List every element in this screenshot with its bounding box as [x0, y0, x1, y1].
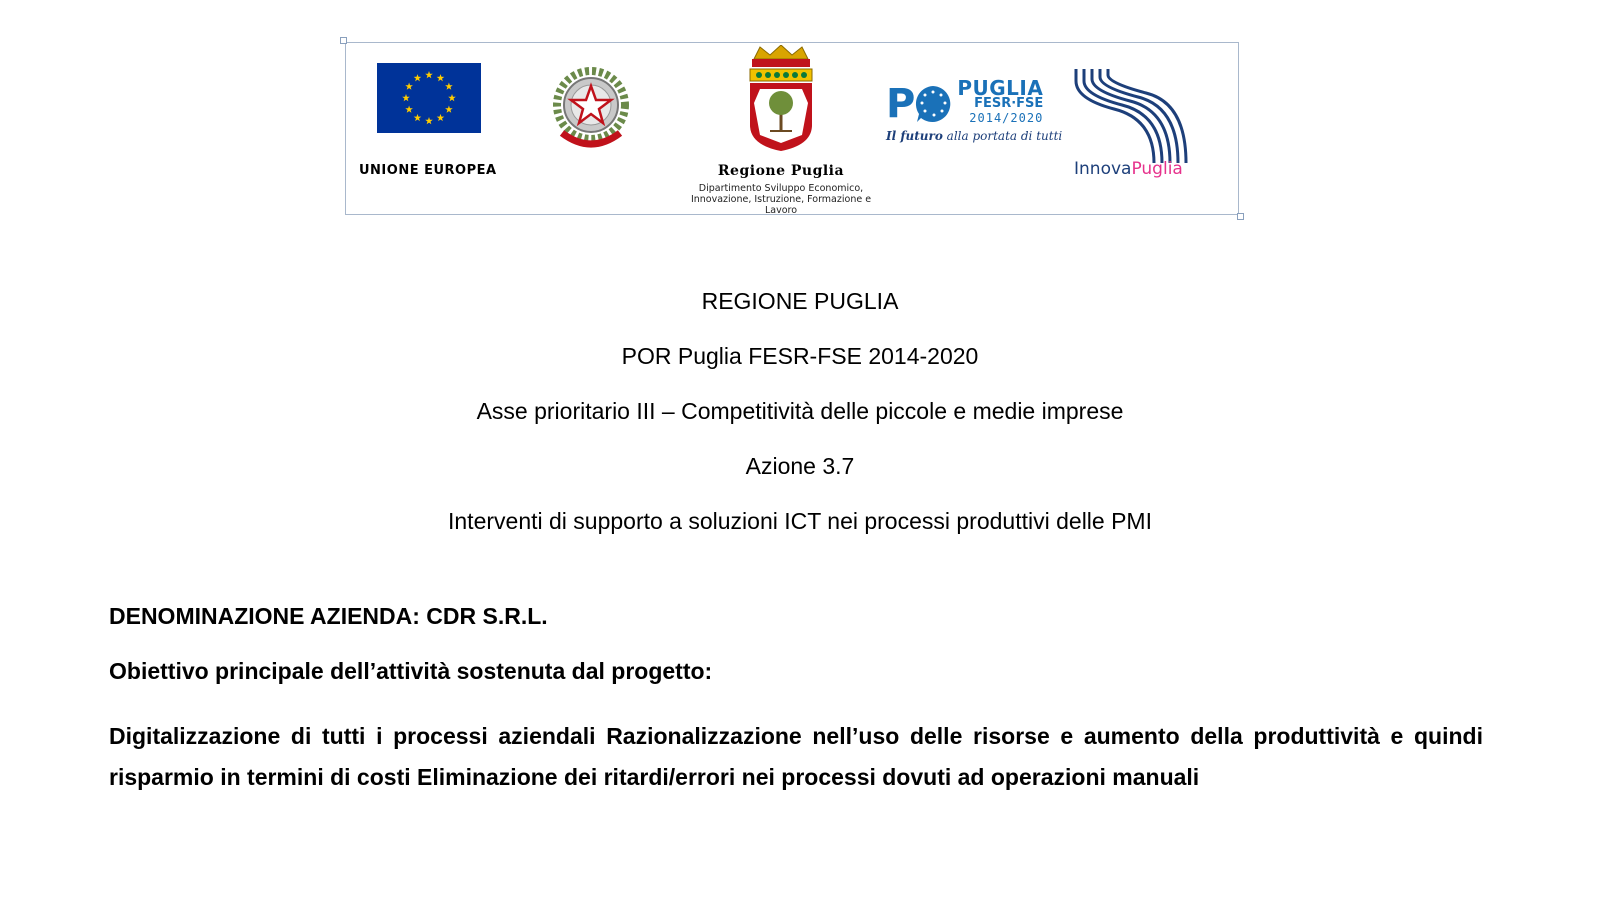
heading-interventions: Interventi di supporto a soluzioni ICT nei processi produttivi delle PMI: [448, 508, 1152, 534]
repubblica-italiana-emblem: [548, 59, 634, 155]
regione-puglia-logo: [676, 45, 886, 216]
heading-action: Azione 3.7: [745, 453, 855, 479]
region-department: Dipartimento Sviluppo Economico, Innovazione, Istruzione, Formazione e Lavoro: [690, 183, 872, 216]
puglia-word: Puglia: [1131, 159, 1183, 179]
innovapuglia-logo: [1074, 69, 1214, 187]
por-motto: [886, 129, 1063, 143]
eu-logo: [359, 63, 497, 178]
por-motto-rest: alla portata di tutti: [942, 129, 1063, 143]
eu-caption: UNIONE EUROPEA: [359, 163, 497, 178]
por-motto-bold: Il futuro: [886, 129, 943, 143]
objective-label: Obiettivo principale dell’attività sostenuta dal progetto:: [109, 658, 713, 684]
innova-word: Innova: [1074, 159, 1132, 179]
eu-flag-icon: [377, 63, 481, 133]
heading-program: POR Puglia FESR-FSE 2014-2020: [621, 343, 979, 369]
resize-handle-top-left[interactable]: [340, 37, 347, 44]
innovapuglia-wordmark: [1074, 159, 1214, 179]
por-puglia-word: PUGLIA: [957, 76, 1044, 100]
regione-puglia-crest-icon: [746, 45, 816, 153]
por-fesr-word: FESR·FSE: [974, 96, 1044, 111]
emblem-star-icon: [548, 59, 634, 155]
objective-text: Digitalizzazione di tutti i processi aziendali Razionalizzazione nell’uso delle risorse e aumento della produttività e quindi risparmio in termini di costi Eliminazione dei ritardi/errori nei processi dovuti ad operazioni manuali: [109, 723, 1483, 790]
company-name: DENOMINAZIONE AZIENDA: CDR S.R.L.: [109, 603, 548, 629]
por-letter: P: [886, 80, 916, 127]
por-years: 2014/2020: [969, 111, 1044, 125]
por-puglia-logo: [886, 76, 1063, 143]
speech-globe-icon: [913, 84, 953, 124]
region-caption: Regione Puglia: [717, 163, 845, 179]
logo-strip: [345, 42, 1239, 215]
resize-handle-bottom-right[interactable]: [1237, 213, 1244, 220]
heading-region: REGIONE PUGLIA: [701, 288, 899, 314]
innovapuglia-wave-icon: [1074, 69, 1200, 163]
heading-axis: Asse prioritario III – Competitività delle piccole e medie imprese: [476, 398, 1124, 424]
